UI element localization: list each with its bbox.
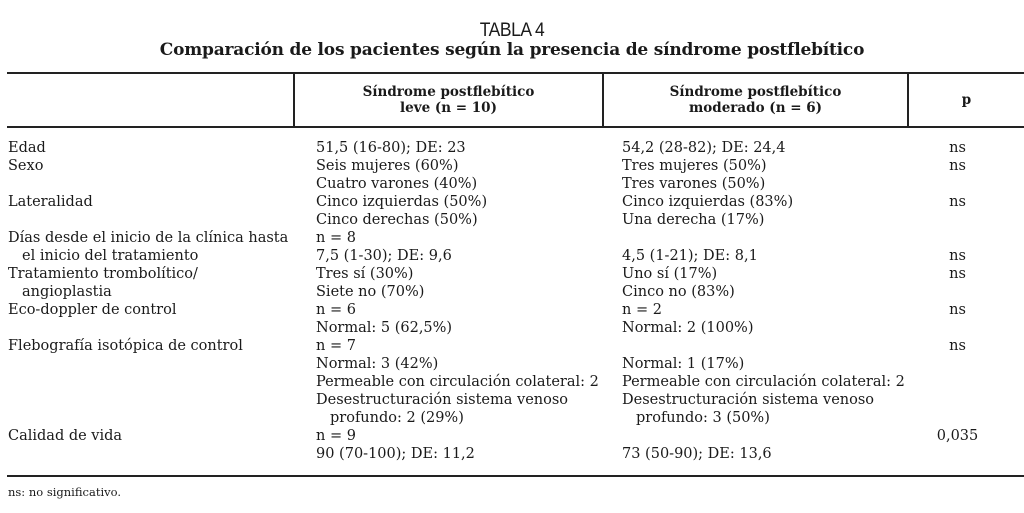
table-row	[0, 175, 1024, 193]
table-row	[0, 337, 1024, 355]
row-label: Días desde el inicio de la clínica hasta	[8, 230, 289, 246]
cell-leve: Normal: 3 (42%)	[316, 356, 439, 372]
row-label: Flebografía isotópica de control	[8, 338, 243, 354]
row-label: Eco-doppler de control	[8, 302, 177, 318]
cell-moderado: Desestructuración sistema venoso	[622, 392, 875, 408]
cell-moderado: 73 (50-90); DE: 13,6	[622, 446, 772, 462]
cell-leve: 7,5 (1-30); DE: 9,6	[316, 248, 452, 264]
table-row	[0, 265, 1024, 283]
header-leve-line-1: Síndrome postflebítico	[362, 84, 535, 100]
table-number: TABLA 4	[479, 20, 545, 41]
table-row	[0, 301, 1024, 319]
cell-p: 0,035	[936, 428, 979, 444]
table-row	[0, 247, 1024, 265]
cell-leve: Cinco derechas (50%)	[316, 212, 478, 228]
header-rule	[7, 126, 1024, 128]
table-row	[0, 211, 1024, 229]
cell-leve: n = 8	[316, 230, 356, 246]
cell-moderado: profundo: 3 (50%)	[636, 410, 770, 426]
header-moderado-line-1: Síndrome postflebítico	[669, 84, 842, 100]
table-body	[0, 139, 1024, 463]
cell-moderado: Normal: 1 (17%)	[622, 356, 745, 372]
cell-moderado: Uno sí (17%)	[622, 266, 718, 282]
table-row	[0, 409, 1024, 427]
table-row	[0, 319, 1024, 337]
cell-p: ns	[949, 338, 966, 354]
table-title: Comparación de los pacientes según la presencia de síndrome postflebítico	[159, 40, 865, 60]
table-row	[0, 139, 1024, 157]
table-row	[0, 391, 1024, 409]
cell-leve: Tres sí (30%)	[316, 266, 414, 282]
cell-leve: Seis mujeres (60%)	[316, 158, 459, 174]
header-moderado-line-2: moderado (n = 6)	[688, 100, 823, 116]
cell-leve: n = 9	[316, 428, 356, 444]
cell-p: ns	[949, 158, 966, 174]
footnote: ns: no significativo.	[8, 485, 121, 499]
cell-moderado: n = 2	[622, 302, 662, 318]
cell-moderado: Una derecha (17%)	[622, 212, 765, 228]
cell-leve: Normal: 5 (62,5%)	[316, 320, 453, 336]
row-label: el inicio del tratamiento	[22, 248, 199, 264]
header-leve	[295, 84, 602, 116]
cell-leve: profundo: 2 (29%)	[330, 410, 464, 426]
table-row	[0, 193, 1024, 211]
cell-leve: Desestructuración sistema venoso	[316, 392, 569, 408]
header-leve-line-2: leve (n = 10)	[400, 100, 497, 116]
table-row	[0, 445, 1024, 463]
bottom-rule	[7, 475, 1024, 477]
top-rule	[7, 72, 1024, 74]
row-label: Edad	[8, 140, 46, 156]
cell-leve: 90 (70-100); DE: 11,2	[316, 446, 475, 462]
table-row	[0, 229, 1024, 247]
cell-moderado: Permeable con circulación colateral: 2	[622, 374, 905, 390]
cell-moderado: Cinco izquierdas (83%)	[622, 194, 794, 210]
row-label: Lateralidad	[8, 194, 93, 210]
cell-moderado: Tres mujeres (50%)	[622, 158, 767, 174]
cell-leve: Cinco izquierdas (50%)	[316, 194, 488, 210]
row-label: angioplastia	[22, 284, 112, 300]
cell-moderado: 4,5 (1-21); DE: 8,1	[622, 248, 758, 264]
cell-moderado: Normal: 2 (100%)	[622, 320, 754, 336]
cell-leve: n = 7	[316, 338, 356, 354]
cell-leve: 51,5 (16-80); DE: 23	[316, 140, 466, 156]
table-row	[0, 355, 1024, 373]
cell-p: ns	[949, 140, 966, 156]
cell-leve: Siete no (70%)	[316, 284, 425, 300]
header-p: p	[961, 92, 972, 108]
cell-p: ns	[949, 194, 966, 210]
cell-p: ns	[949, 302, 966, 318]
row-label: Calidad de vida	[8, 428, 123, 444]
cell-p: ns	[949, 266, 966, 282]
cell-p: ns	[949, 248, 966, 264]
cell-moderado: Cinco no (83%)	[622, 284, 735, 300]
cell-moderado: 54,2 (28-82); DE: 24,4	[622, 140, 786, 156]
cell-leve: Permeable con circulación colateral: 2	[316, 374, 599, 390]
table-row	[0, 427, 1024, 445]
row-label: Tratamiento trombolítico/	[8, 266, 198, 282]
table-row	[0, 373, 1024, 391]
cell-leve: Cuatro varones (40%)	[316, 176, 478, 192]
cell-leve: n = 6	[316, 302, 356, 318]
header-moderado	[604, 84, 907, 116]
cell-moderado: Tres varones (50%)	[622, 176, 766, 192]
row-label: Sexo	[8, 158, 44, 174]
table-row	[0, 157, 1024, 175]
table-row	[0, 283, 1024, 301]
